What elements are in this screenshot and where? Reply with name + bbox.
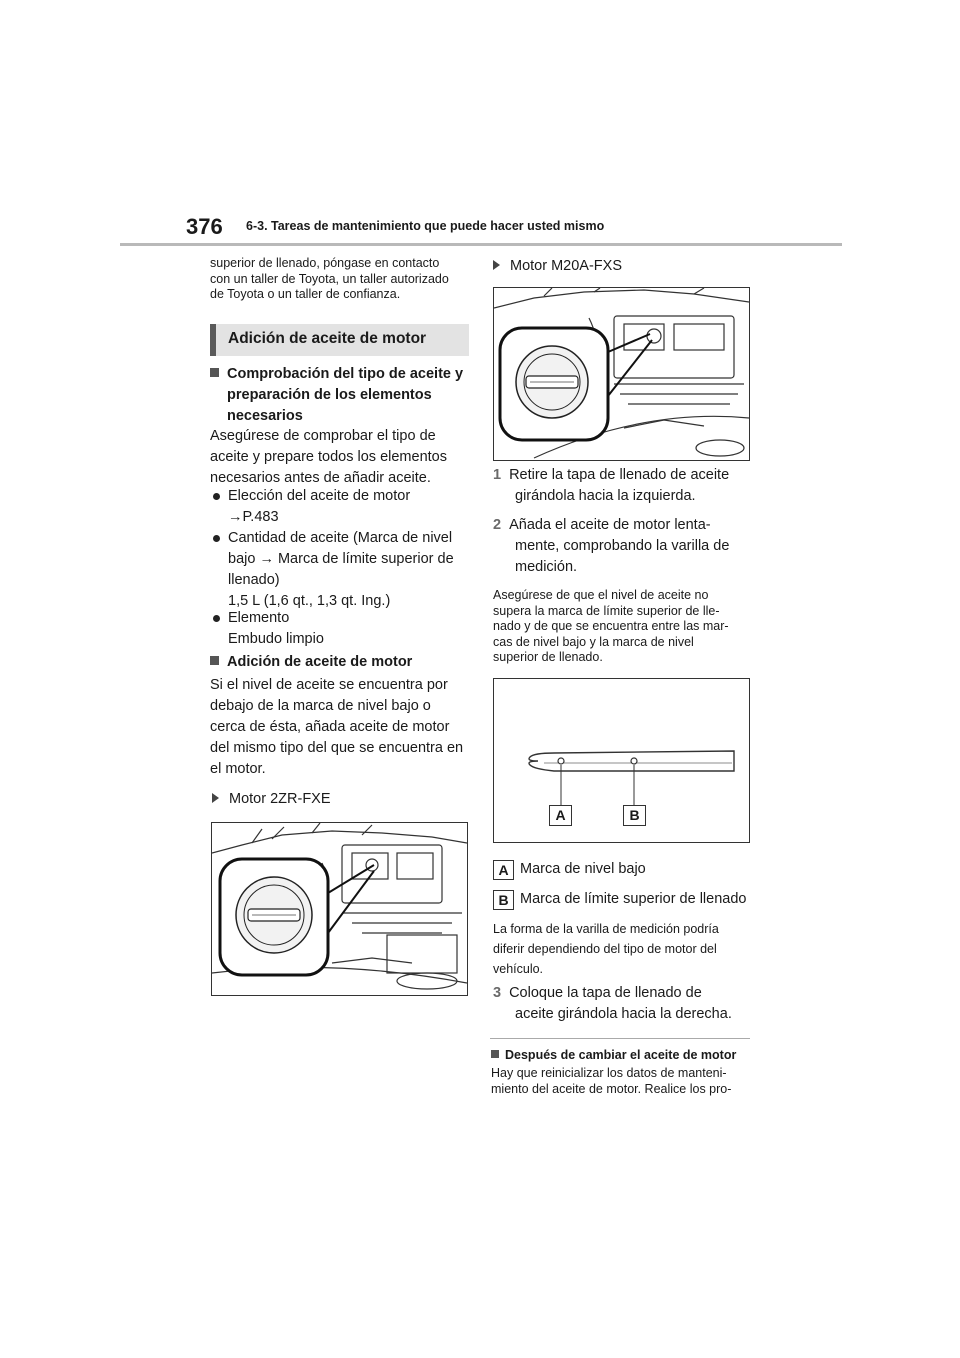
engine-bay-drawing xyxy=(212,823,467,995)
subsection-1-text: Asegúrese de comprobar el tipo de aceite y prepare todos los elementos necesarios antes de añadir aceite. xyxy=(210,428,447,486)
bullet-oil-quantity: Cantidad de aceite (Marca de nivel bajo → Marca de límite superior de llenado) 1,5 L (1,6 qt., 1,3 qt. Ing.) xyxy=(210,528,475,612)
dipstick-illustration xyxy=(493,678,750,843)
triangle-bullet-icon xyxy=(493,260,500,270)
engine-bay-drawing xyxy=(494,288,749,460)
note-oil-level: Asegúrese de que el nivel de aceite no supera la marca de límite superior de lle- nado y de que se encuentra entre las mar- cas de nivel bajo y la marca de nivel superior de llenado. xyxy=(493,588,729,664)
engine-m20a-label: Motor M20A-FXS xyxy=(493,256,622,277)
legend-b-box: B xyxy=(493,890,514,910)
bullet-item: Elemento Embudo limpio xyxy=(210,608,475,650)
engine-2zr-label: Motor 2ZR-FXE xyxy=(212,789,331,810)
section-title: 6-3. Tareas de mantenimiento que puede hacer usted mismo xyxy=(246,219,605,233)
engine-2zr-illustration xyxy=(211,822,468,996)
engine-m20a-illustration xyxy=(493,287,750,461)
step-2: 2 Añada el aceite de motor lenta- mente, comprobando la varilla de medición. xyxy=(493,517,730,575)
bullet-dot-icon xyxy=(213,535,220,542)
square-bullet-icon xyxy=(491,1050,499,1058)
triangle-bullet-icon xyxy=(212,793,219,803)
after-change-text: Hay que reinicializar los datos de manteni- miento del aceite de motor. Realice los pro- xyxy=(491,1066,732,1096)
subsection-1-title: Comprobación del tipo de aceite y preparación de los elementos necesarios xyxy=(210,364,475,427)
note-dipstick-shape: La forma de la varilla de medición podría diferir dependiendo del tipo de motor del vehículo. xyxy=(493,922,719,976)
square-bullet-icon xyxy=(210,656,219,665)
legend-b: B Marca de límite superior de llenado xyxy=(493,889,746,910)
marker-a-label: A xyxy=(549,805,572,826)
step-1: 1 Retire la tapa de llenado de aceite girándola hacia la izquierda. xyxy=(493,467,730,504)
square-bullet-icon xyxy=(210,368,219,377)
after-change-title: Después de cambiar el aceite de motor xyxy=(491,1048,736,1064)
section-heading: Adición de aceite de motor xyxy=(228,330,427,347)
subsection-2-title: Adición de aceite de motor xyxy=(210,652,412,673)
intro-text: superior de llenado, póngase en contacto con un taller de Toyota, un taller autorizado de Toyota o un taller de confianza. xyxy=(210,256,449,301)
marker-b-label: B xyxy=(623,805,646,826)
legend-a-box: A xyxy=(493,860,514,880)
section-heading-box xyxy=(210,324,469,356)
legend-a: A Marca de nivel bajo xyxy=(493,859,646,880)
footnote-rule xyxy=(490,1038,750,1039)
header-rule xyxy=(120,243,842,246)
bullet-oil-choice: Elección del aceite de motor →P.483 xyxy=(210,486,475,528)
page-number: 376 xyxy=(186,214,223,239)
dipstick-drawing xyxy=(494,679,749,842)
subsection-2-text: Si el nivel de aceite se encuentra por debajo de la marca de nivel bajo o cerca de ésta, añada aceite de motor del mismo tipo del que se encuentra en el motor. xyxy=(210,677,464,777)
bullet-dot-icon xyxy=(213,615,220,622)
bullet-dot-icon xyxy=(213,493,220,500)
step-3: 3 Coloque la tapa de llenado de aceite girándola hacia la derecha. xyxy=(493,985,732,1022)
